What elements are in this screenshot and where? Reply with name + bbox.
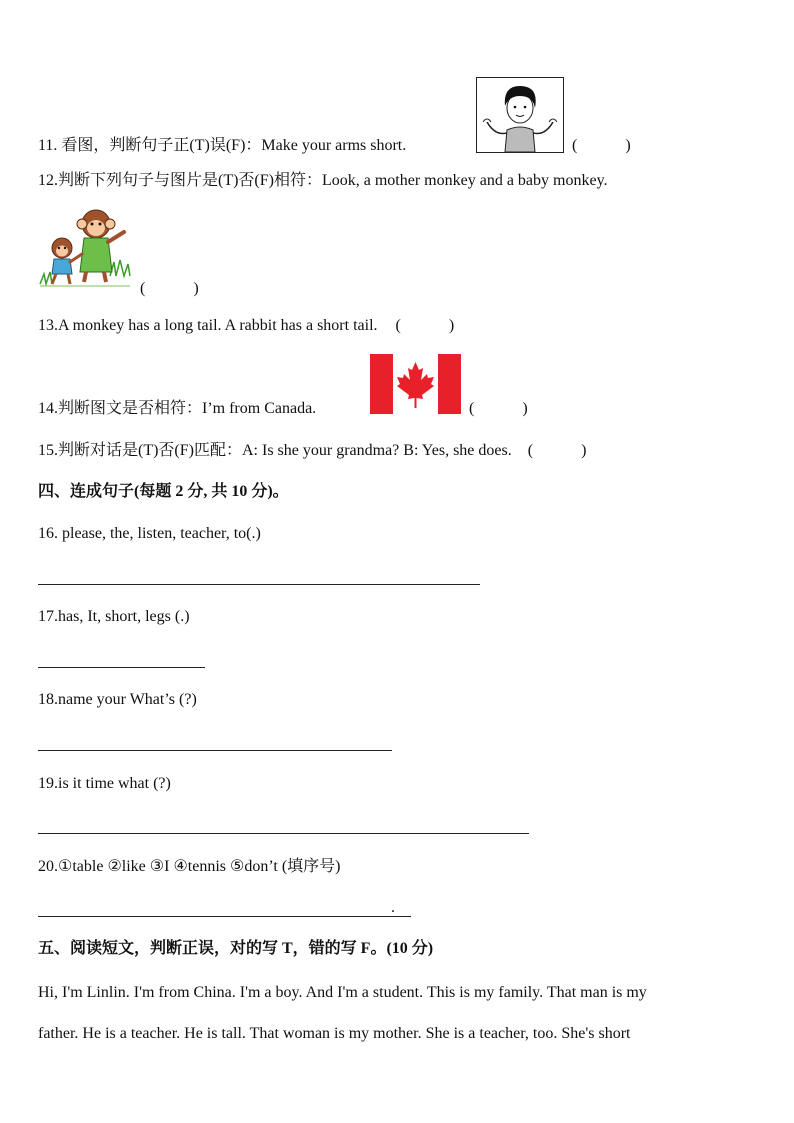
answer-line-16[interactable]: [38, 584, 480, 585]
shrugging-person-image: [476, 77, 564, 153]
answer-paren-12[interactable]: [140, 279, 199, 299]
answer-paren-11[interactable]: [572, 136, 631, 156]
paren-12: ( ): [140, 280, 199, 297]
question-11: [38, 136, 406, 156]
question-18: 18.name your What’s (?): [38, 691, 197, 708]
question-14-text: 14.判断图文是否相符：I’m from Canada.: [38, 400, 317, 417]
question-12: [38, 171, 608, 191]
question-13-text: 13.A monkey has a long tail. A rabbit has a short tail.: [38, 317, 378, 334]
question-12-text: 12.判断下列句子与图片是(T)否(F)相符：Look, a mother monkey and a baby monkey.: [38, 172, 608, 189]
question-15: [38, 441, 586, 461]
monkeys-image: [38, 204, 132, 290]
answer-line-17[interactable]: [38, 667, 205, 668]
answer-paren-14[interactable]: [469, 399, 528, 419]
question-17: 17.has, It, short, legs (.): [38, 608, 190, 625]
reading-passage: [38, 972, 758, 1054]
answer-line-18[interactable]: [38, 750, 392, 751]
answer-line-20[interactable]: [38, 916, 411, 917]
paren-11: ( ): [572, 137, 631, 154]
paren-14: ( ): [469, 400, 528, 417]
section-4-heading: 四、连成句子(每题 2 分, 共 10 分)。: [38, 483, 289, 500]
question-14: [38, 399, 316, 419]
canada-flag-image: [370, 354, 461, 414]
question-19: 19.is it time what (?): [38, 775, 171, 792]
passage-line-1: Hi, I'm Linlin. I'm from China. I'm a boy. And I'm a student. This is my family. That man is my: [38, 984, 647, 1001]
answer-paren-13[interactable]: ( ): [395, 317, 455, 334]
question-15-text: 15.判断对话是(T)否(F)匹配：A: Is she your grandma? B: Yes, she does.: [38, 442, 512, 459]
answer-line-19[interactable]: [38, 833, 529, 834]
passage-line-2: father. He is a teacher. He is tall. That woman is my mother. She is a teacher, too. She's short: [38, 1025, 631, 1042]
question-20: 20.①table ②like ③I ④tennis ⑤don’t (填序号): [38, 858, 341, 875]
answer-period-20: .: [391, 899, 395, 916]
question-16: 16. please, the, listen, teacher, to(.): [38, 525, 261, 542]
answer-paren-15[interactable]: ( ): [527, 442, 587, 459]
question-13: [38, 316, 454, 336]
section-5-heading: 五、阅读短文，判断正误，对的写 T，错的写 F。(10 分): [38, 940, 434, 957]
question-11-text: 11. 看图，判断句子正(T)误(F)：Make your arms short.: [38, 137, 407, 154]
